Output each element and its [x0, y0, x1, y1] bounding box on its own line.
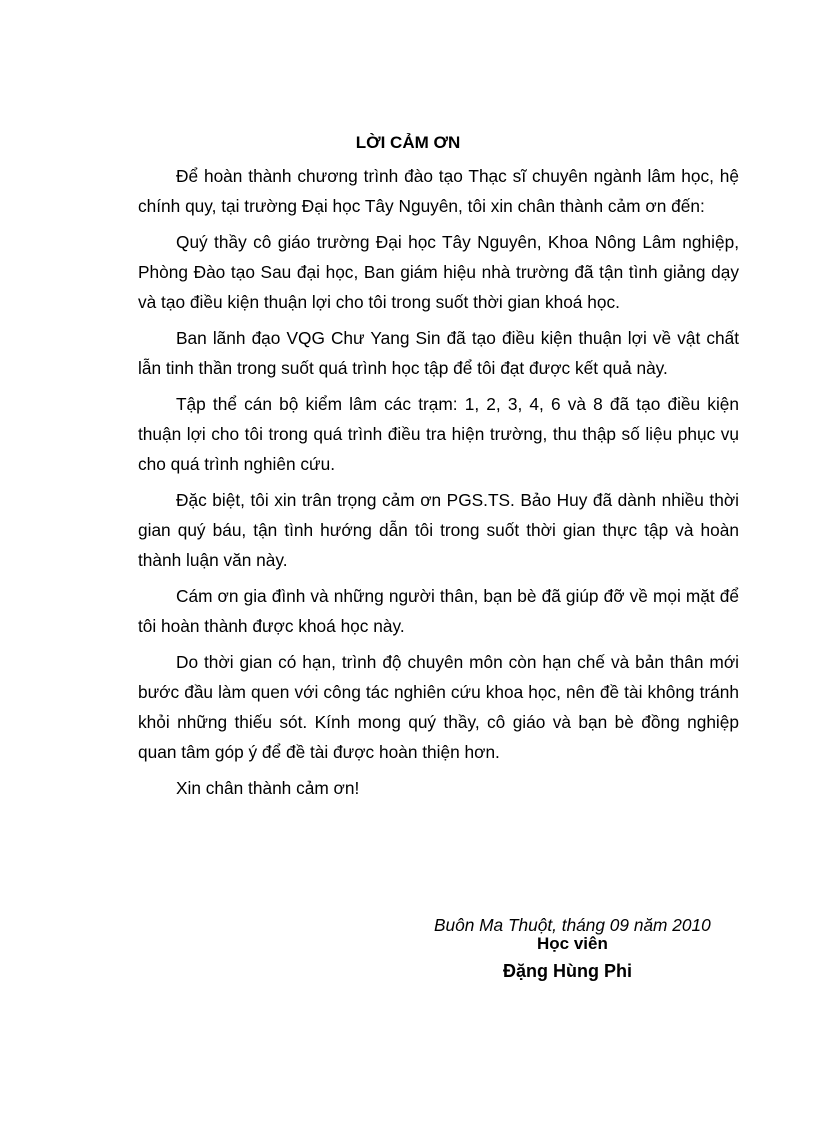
page-title: LỜI CẢM ƠN: [355, 133, 461, 152]
paragraph-closing: Xin chân thành cảm ơn!: [176, 778, 360, 798]
paragraph-park-leaders: Ban lãnh đạo VQG Chư Yang Sin đã tạo điều kiện thuận lợi về vật chất lẫn tinh thần trong suốt quá trình học tập để tôi đạt được kết quả này.: [138, 328, 739, 378]
paragraph-teachers: Quý thầy cô giáo trường Đại học Tây Nguyên, Khoa Nông Lâm nghiệp, Phòng Đào tạo Sau đại học, Ban giám hiệu nhà trường đã tận tình giảng dạy và tạo điều kiện thuận lợi cho tôi trong suốt thời gian khoá học.: [138, 232, 739, 312]
paragraph-rangers: Tập thể cán bộ kiểm lâm các trạm: 1, 2, 3, 4, 6 và 8 đã tạo điều kiện thuận lợi cho tôi trong quá trình điều tra hiện trường, thu thập số liệu phục vụ cho quá trình nghiên cứu.: [138, 394, 739, 474]
signature-role: Học viên: [537, 934, 608, 953]
signature-name: Đặng Hùng Phi: [503, 961, 632, 981]
paragraph-intro: Để hoàn thành chương trình đào tạo Thạc sĩ chuyên ngành lâm học, hệ chính quy, tại trường Đại học Tây Nguyên, tôi xin chân thành cảm ơn đến:: [138, 166, 739, 216]
paragraph-supervisor: Đặc biệt, tôi xin trân trọng cảm ơn PGS.TS. Bảo Huy đã dành nhiều thời gian quý báu, tận tình hướng dẫn tôi trong suốt thời gian thực tập và hoàn thành luận văn này.: [138, 490, 739, 570]
paragraph-limitations: Do thời gian có hạn, trình độ chuyên môn còn hạn chế và bản thân mới bước đầu làm quen với công tác nghiên cứu khoa học, nên đề tài không tránh khỏi những thiếu sót. Kính mong quý thầy, cô giáo và bạn bè đồng nghiệp quan tâm góp ý để đề tài được hoàn thiện hơn.: [138, 652, 739, 762]
acknowledgement-body: [138, 161, 739, 809]
signature-place-date: Buôn Ma Thuột, tháng 09 năm 2010: [434, 915, 711, 935]
paragraph-family: Cám ơn gia đình và những người thân, bạn bè đã giúp đỡ về mọi mặt để tôi hoàn thành được khoá học này.: [138, 586, 739, 636]
